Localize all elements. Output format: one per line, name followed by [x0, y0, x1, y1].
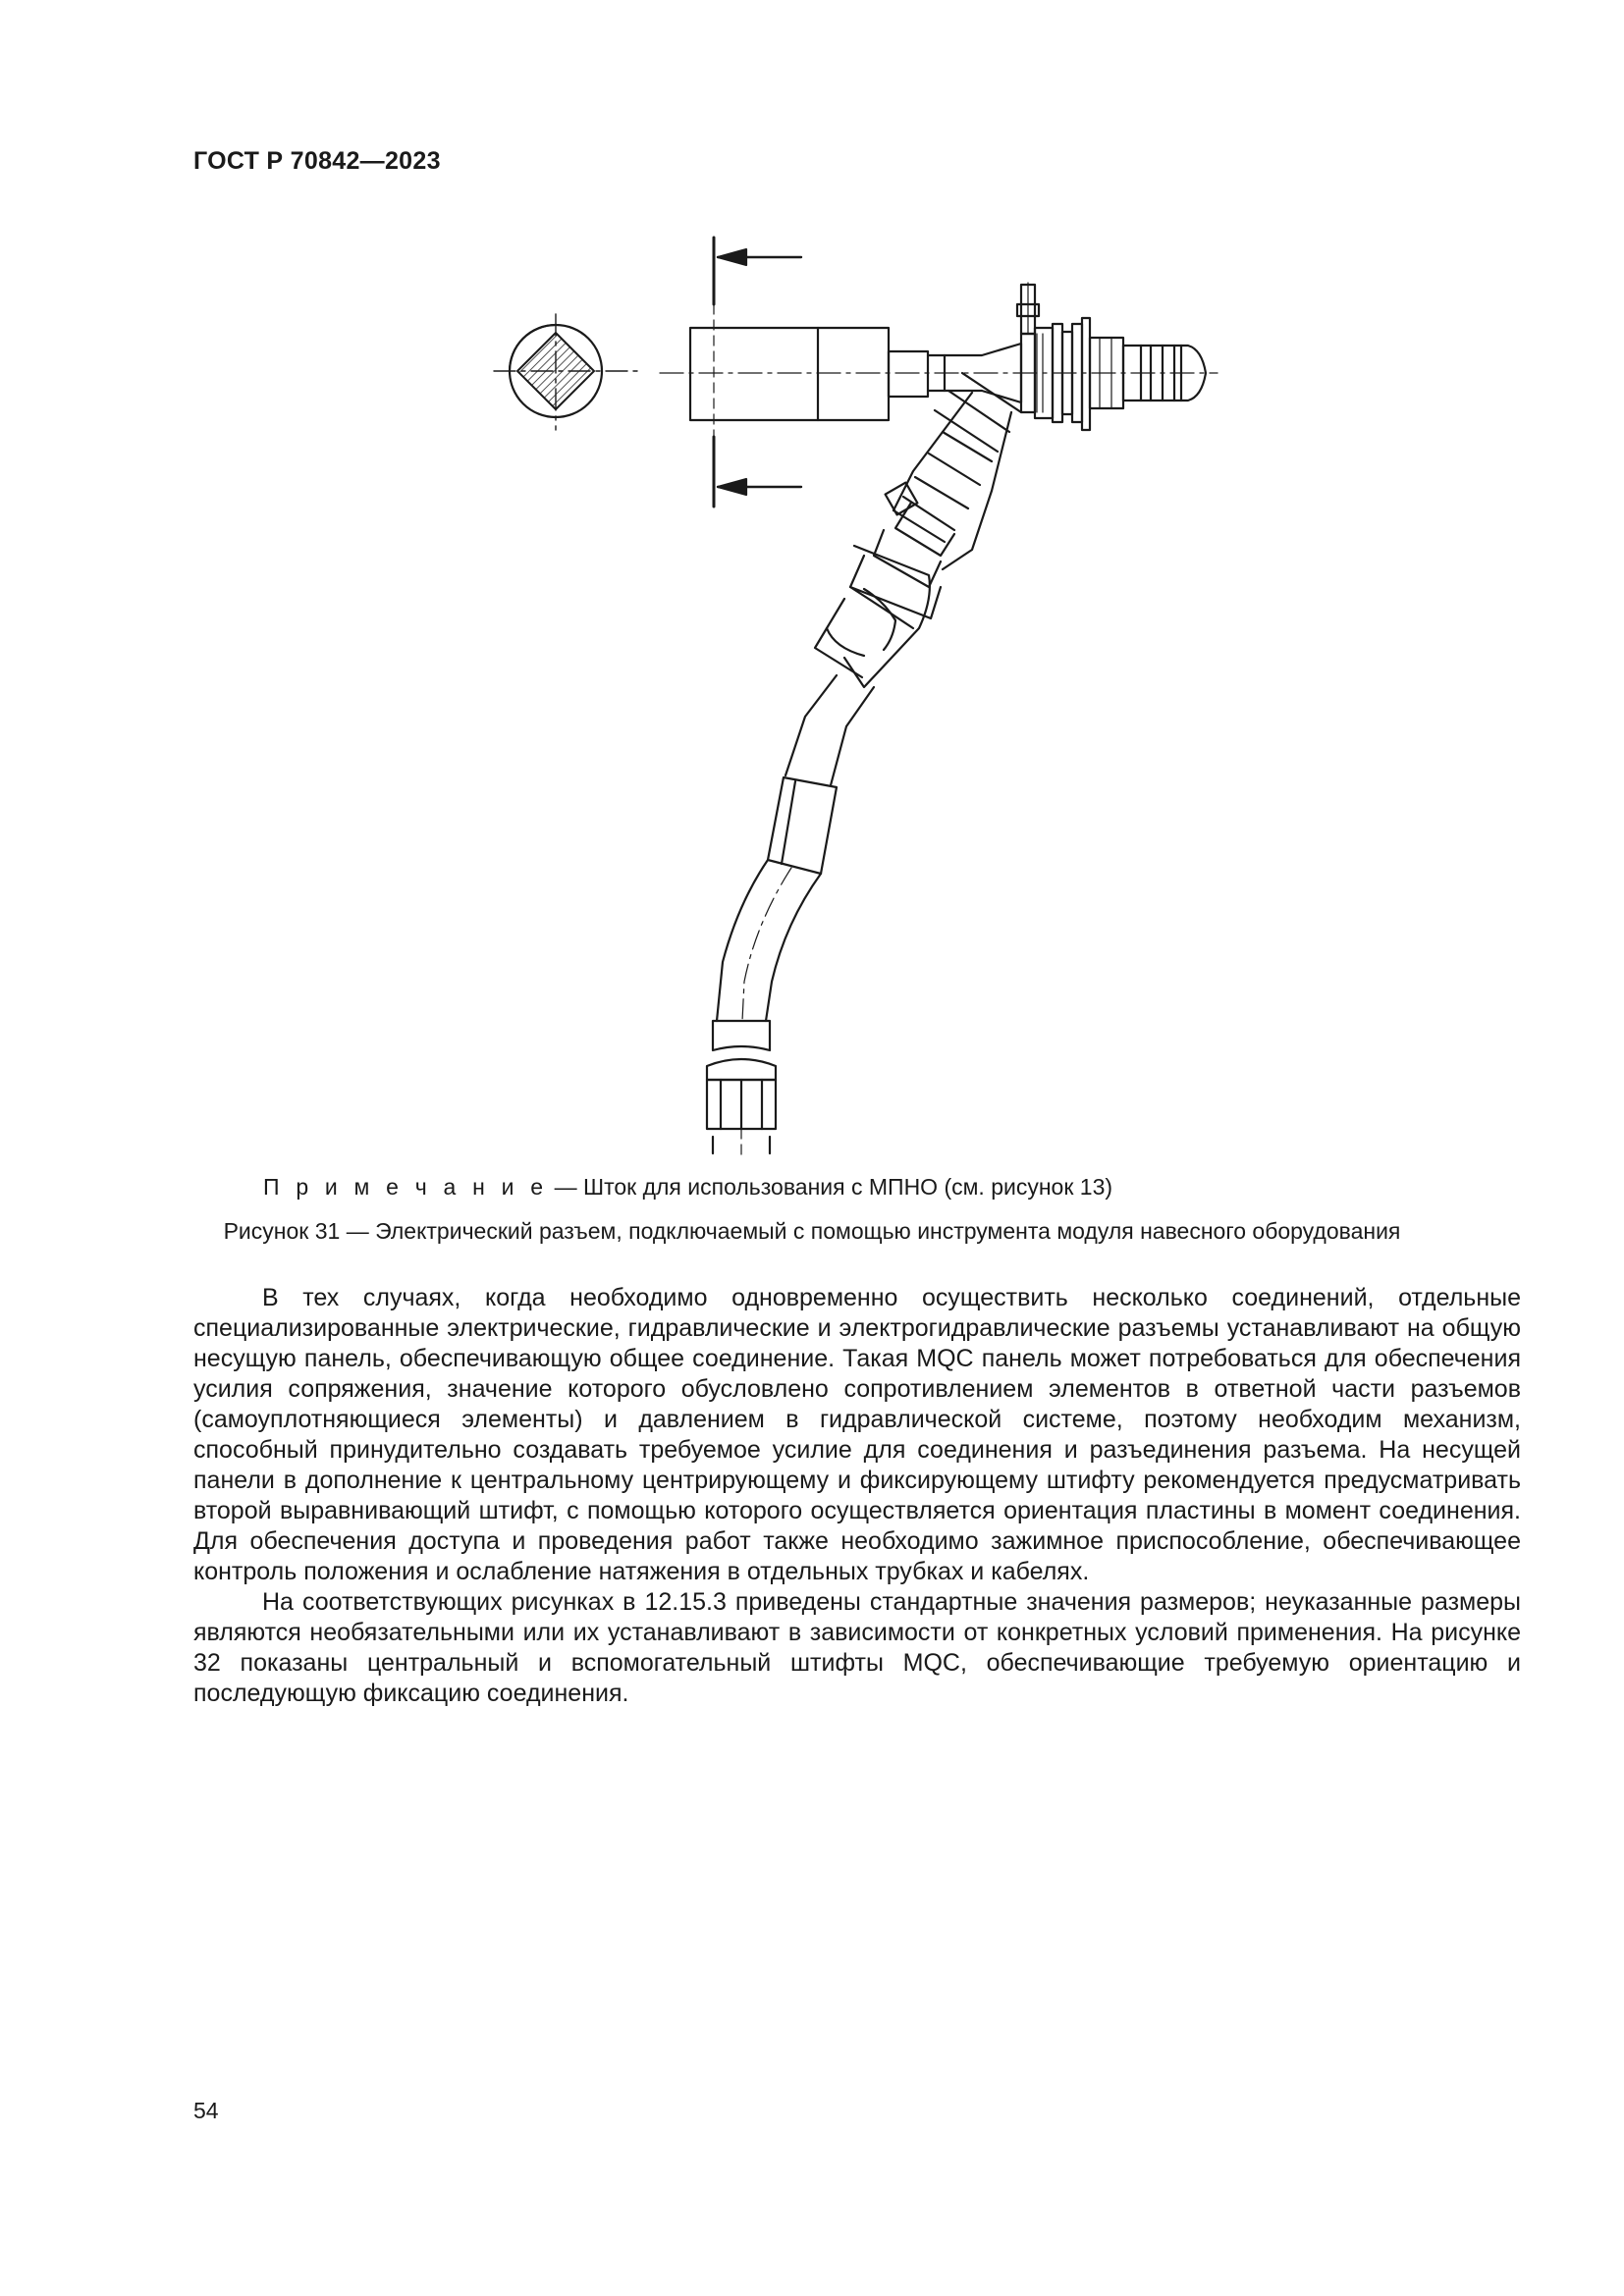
coupling-assembly — [1021, 318, 1206, 430]
cable-hose — [717, 675, 874, 1021]
hose-end-fitting — [707, 1021, 776, 1158]
section-marker-a — [714, 238, 801, 507]
note-label: П р и м е ч а н и е — [263, 1174, 549, 1200]
body-text — [193, 1283, 1521, 1709]
top-pin — [1017, 283, 1039, 334]
note-text: — Шток для использования с МПНО (см. рисунок 13) — [548, 1174, 1113, 1200]
page-number: 54 — [193, 2098, 219, 2123]
elbow-sleeve — [815, 546, 930, 687]
angled-joint — [850, 373, 1021, 618]
paragraph: В тех случаях, когда необходимо одновременно осуществить несколько соединений, отдельные специализированные электрические, гидравлические и электрогидравлические разъемы устанавливают на общую несущую панель, обеспечивающую общее соединение. Такая MQC панель может потребоваться для обеспечения усилия сопряжения, значение которого обусловлено сопротивлением элементов в ответной части разъемов (самоуплотняющиеся элементы) и давлением в гидравлической системе, поэтому необходим механизм, способный принудительно создавать требуемое усилие для соединения и разъединения разъема. На несущей панели в дополнение к центральному центрирующему и фиксирующему штифту рекомендуется предусматривать второй выравнивающий штифт, с помощью которого осуществляется ориентация пластины в момент соединения. Для обеспечения доступа и проведения работ также необходимо зажимное приспособление, обеспечивающее контроль положения и ослабление натяжения в отдельных трубках и кабелях. — [193, 1284, 1521, 1585]
paragraph: На соответствующих рисунках в 12.15.3 приведены стандартные значения размеров; неуказанные размеры являются необязательными или их устанавливают в зависимости от конкретных условий применения. На рисунке 32 показаны центральный и вспомогательный штифты MQC, обеспечивающие требуемую ориентацию и последующую фиксацию соединения. — [193, 1588, 1521, 1707]
section-view — [494, 314, 638, 430]
figure-caption: Рисунок 31 — Электрический разъем, подключаемый с помощью инструмента модуля навесного оборудования — [223, 1218, 1401, 1244]
figure-note — [263, 1174, 1112, 1201]
standard-code-header: ГОСТ Р 70842—2023 — [193, 147, 441, 175]
